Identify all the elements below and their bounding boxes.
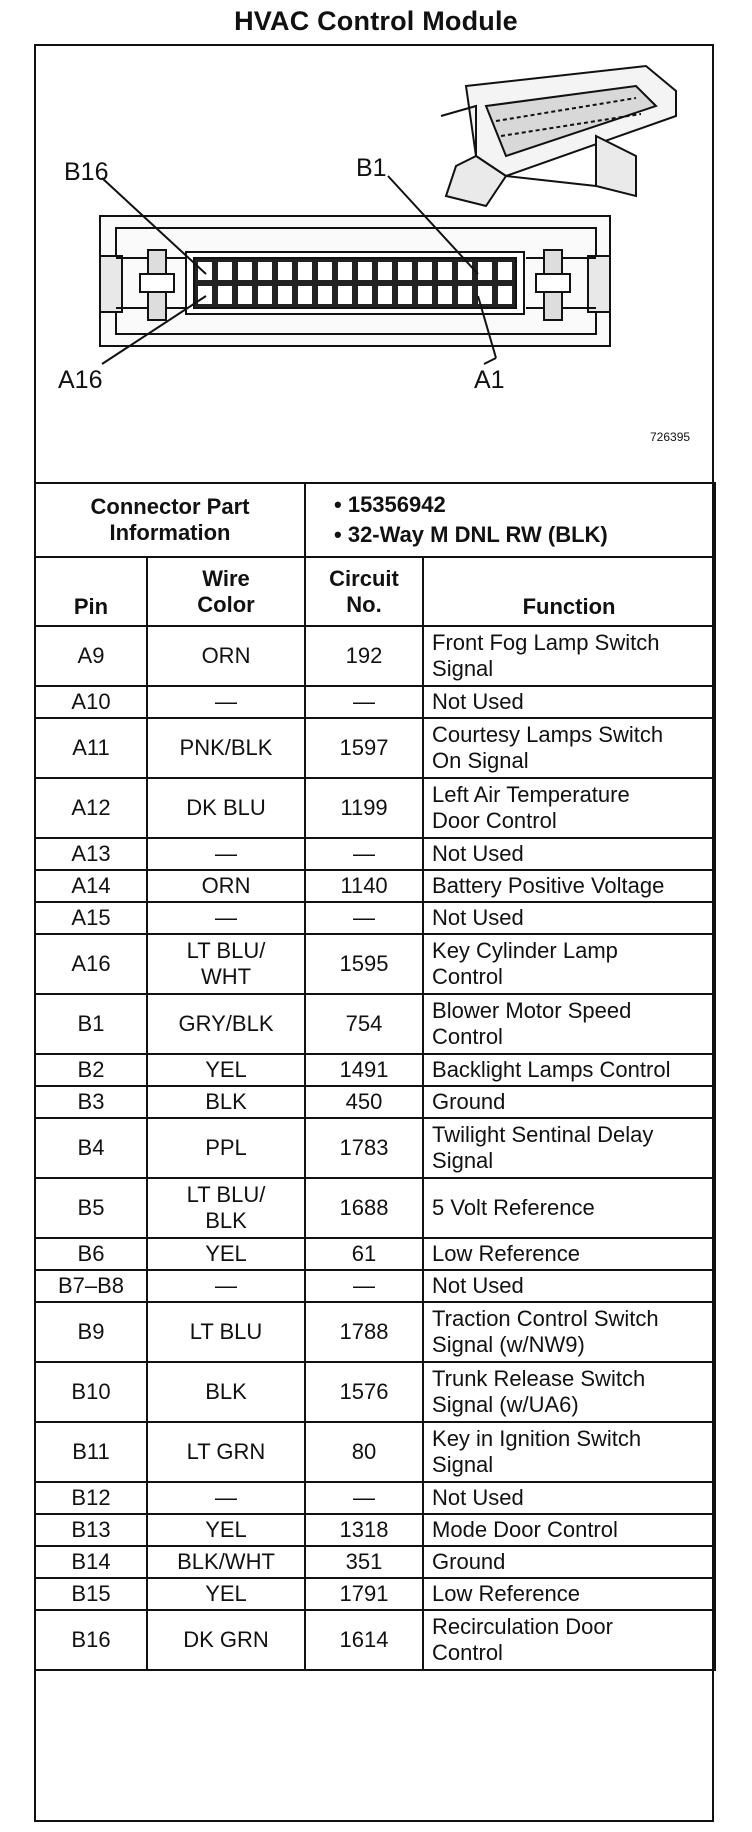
- function-line: Twilight Sentinal Delay: [432, 1122, 654, 1147]
- function-line: Key Cylinder Lamp: [432, 938, 618, 963]
- pin-cavity: [298, 286, 312, 304]
- wire-color-cell: [147, 1178, 305, 1238]
- wire-color-cell: [147, 686, 305, 718]
- pin-cell: B10: [35, 1362, 147, 1422]
- wire-color-line: YEL: [205, 1241, 247, 1266]
- wire-color-line: YEL: [205, 1057, 247, 1082]
- wire-color-line: YEL: [205, 1517, 247, 1542]
- table-row: [35, 626, 715, 686]
- circuit-cell: 1783: [305, 1118, 423, 1178]
- wire-color-line: LT GRN: [186, 1439, 266, 1464]
- table-row: [35, 870, 715, 902]
- function-line: Not Used: [432, 1485, 524, 1510]
- pin-cavity: [438, 286, 452, 304]
- wire-color-cell: [147, 1578, 305, 1610]
- table-row: [35, 1514, 715, 1546]
- table-row: [35, 1610, 715, 1670]
- pin-cavity: [298, 262, 312, 280]
- table-row: [35, 1422, 715, 1482]
- function-cell: [423, 1514, 715, 1546]
- pin-cavity: [478, 262, 492, 280]
- function-line: Door Control: [432, 808, 557, 833]
- wire-color-cell: [147, 1482, 305, 1514]
- pin-cell: B4: [35, 1118, 147, 1178]
- function-line: Control: [432, 964, 503, 989]
- table-row: [35, 1482, 715, 1514]
- circuit-cell: —: [305, 686, 423, 718]
- pin-cavity: [238, 286, 252, 304]
- wire-color-cell: [147, 1514, 305, 1546]
- table-row: [35, 1086, 715, 1118]
- label-b1: B1: [356, 154, 387, 182]
- table-row: [35, 718, 715, 778]
- function-line: Recirculation Door: [432, 1614, 613, 1639]
- function-cell: [423, 902, 715, 934]
- header-wire-line1: Wire: [202, 565, 250, 591]
- table-row: [35, 778, 715, 838]
- function-cell: [423, 626, 715, 686]
- function-cell: [423, 778, 715, 838]
- header-wire-color: [147, 557, 305, 626]
- function-cell: [423, 1422, 715, 1482]
- pin-cavity: [218, 286, 232, 304]
- function-line: Signal (w/NW9): [432, 1332, 585, 1357]
- circuit-cell: 1688: [305, 1178, 423, 1238]
- header-circuit-line1: Circuit: [329, 565, 399, 591]
- label-b16: B16: [64, 158, 109, 186]
- pin-cavity: [458, 286, 472, 304]
- circuit-cell: —: [305, 1270, 423, 1302]
- pin-cell: B2: [35, 1054, 147, 1086]
- pinout-table-wrap: [34, 482, 716, 1671]
- pin-cavity: [258, 286, 272, 304]
- wire-color-line: BLK: [205, 1089, 247, 1114]
- pin-cell: B9: [35, 1302, 147, 1362]
- connector-description: • 32-Way M DNL RW (BLK): [334, 522, 608, 547]
- circuit-cell: 754: [305, 994, 423, 1054]
- wire-color-line: DK GRN: [183, 1627, 269, 1652]
- table-row: [35, 686, 715, 718]
- table-row: [35, 1546, 715, 1578]
- pin-cavity: [498, 262, 512, 280]
- circuit-cell: —: [305, 1482, 423, 1514]
- table-row: [35, 902, 715, 934]
- wire-color-cell: [147, 1422, 305, 1482]
- wire-color-line: YEL: [205, 1581, 247, 1606]
- circuit-cell: 1318: [305, 1514, 423, 1546]
- pin-cell: A14: [35, 870, 147, 902]
- wire-color-cell: [147, 870, 305, 902]
- wire-color-line: —: [215, 1485, 237, 1510]
- header-circuit-no: [305, 557, 423, 626]
- wire-color-cell: [147, 994, 305, 1054]
- function-line: Ground: [432, 1089, 506, 1114]
- pin-cavity: [438, 262, 452, 280]
- pin-cavity: [318, 262, 332, 280]
- circuit-cell: 192: [305, 626, 423, 686]
- wire-color-line: —: [215, 905, 237, 930]
- wire-color-line: —: [215, 1273, 237, 1298]
- wire-color-cell: [147, 1610, 305, 1670]
- pin-cell: B5: [35, 1178, 147, 1238]
- function-line: Blower Motor Speed: [432, 998, 632, 1023]
- circuit-cell: —: [305, 838, 423, 870]
- wire-color-cell: [147, 1546, 305, 1578]
- table-row: [35, 1362, 715, 1422]
- circuit-cell: 80: [305, 1422, 423, 1482]
- function-line: Signal (w/UA6): [432, 1392, 579, 1417]
- connector-drawing: [36, 46, 712, 482]
- function-cell: [423, 686, 715, 718]
- header-wire-line2: Color: [197, 591, 255, 617]
- wire-color-line: PNK/BLK: [179, 735, 273, 760]
- label-a1: A1: [474, 366, 505, 394]
- wire-color-line: LT BLU/: [186, 1182, 266, 1207]
- circuit-cell: 1788: [305, 1302, 423, 1362]
- pin-cavity: [198, 262, 212, 280]
- connector-info-values: [305, 483, 715, 557]
- function-cell: [423, 1578, 715, 1610]
- pin-cell: B14: [35, 1546, 147, 1578]
- table-row: [35, 934, 715, 994]
- connector-info-heading: [35, 483, 305, 557]
- table-header-row: [35, 557, 715, 626]
- pin-cavity: [258, 262, 272, 280]
- wire-color-cell: [147, 718, 305, 778]
- pin-rows: [35, 626, 715, 1670]
- function-line: Low Reference: [432, 1241, 580, 1266]
- figure-number: 726395: [650, 430, 691, 444]
- pin-cavity: [338, 262, 352, 280]
- connector-info-heading-line2: Information: [109, 520, 231, 545]
- pin-cavity: [358, 286, 372, 304]
- wire-color-cell: [147, 934, 305, 994]
- connector-face: [100, 216, 610, 346]
- function-line: Trunk Release Switch: [432, 1366, 646, 1391]
- function-cell: [423, 1238, 715, 1270]
- table-row: [35, 994, 715, 1054]
- wire-color-line: PPL: [205, 1135, 247, 1160]
- function-cell: [423, 1086, 715, 1118]
- wire-color-line: GRY/BLK: [178, 1011, 274, 1036]
- function-line: Traction Control Switch: [432, 1306, 659, 1331]
- wire-color-line: BLK: [205, 1379, 247, 1404]
- pin-cavity: [278, 262, 292, 280]
- function-line: Not Used: [432, 689, 524, 714]
- pin-cavity: [198, 286, 212, 304]
- function-line: Signal: [432, 656, 494, 681]
- circuit-cell: 1595: [305, 934, 423, 994]
- wire-color-line: LT BLU/: [186, 938, 266, 963]
- table-row: [35, 1238, 715, 1270]
- pin-cell: A12: [35, 778, 147, 838]
- function-line: Courtesy Lamps Switch: [432, 722, 664, 747]
- function-line: Not Used: [432, 841, 524, 866]
- function-cell: [423, 1270, 715, 1302]
- function-line: Key in Ignition Switch: [432, 1426, 642, 1451]
- connector-frame: [34, 44, 714, 1822]
- function-line: Ground: [432, 1549, 506, 1574]
- pin-cavity: [218, 262, 232, 280]
- wire-color-line: DK BLU: [186, 795, 266, 820]
- function-cell: [423, 1546, 715, 1578]
- function-line: Backlight Lamps Control: [432, 1057, 671, 1082]
- function-line: Control: [432, 1024, 503, 1049]
- pin-cavity: [338, 286, 352, 304]
- circuit-cell: 1791: [305, 1578, 423, 1610]
- pin-cell: B13: [35, 1514, 147, 1546]
- pin-cell: A11: [35, 718, 147, 778]
- pin-cavity: [418, 262, 432, 280]
- circuit-cell: 1576: [305, 1362, 423, 1422]
- pin-cavity: [378, 286, 392, 304]
- circuit-cell: 450: [305, 1086, 423, 1118]
- circuit-cell: 1491: [305, 1054, 423, 1086]
- pin-cavity: [358, 262, 372, 280]
- pin-cell: A15: [35, 902, 147, 934]
- header-function: Function: [423, 557, 715, 626]
- table-row: [35, 1118, 715, 1178]
- function-line: Signal: [432, 1148, 494, 1173]
- table-row: [35, 1054, 715, 1086]
- function-line: Signal: [432, 1452, 494, 1477]
- function-line: Control: [432, 1640, 503, 1665]
- table-row: [35, 1270, 715, 1302]
- label-a16: A16: [58, 366, 103, 394]
- pin-cavity: [238, 262, 252, 280]
- pin-cavity: [398, 286, 412, 304]
- function-cell: [423, 870, 715, 902]
- function-cell: [423, 838, 715, 870]
- wire-color-cell: [147, 1054, 305, 1086]
- circuit-cell: 1597: [305, 718, 423, 778]
- wire-color-cell: [147, 902, 305, 934]
- connector-3d-sketch: [441, 66, 676, 206]
- function-line: Low Reference: [432, 1581, 580, 1606]
- wire-color-line: WHT: [200, 964, 252, 989]
- function-line: On Signal: [432, 748, 529, 773]
- pin-cell: B1: [35, 994, 147, 1054]
- pin-cell: A9: [35, 626, 147, 686]
- function-cell: [423, 994, 715, 1054]
- pin-cell: B15: [35, 1578, 147, 1610]
- pinout-table: [34, 482, 716, 1671]
- pin-cavity: [398, 262, 412, 280]
- wire-color-line: —: [215, 689, 237, 714]
- pin-cavity: [418, 286, 432, 304]
- pin-cell: A13: [35, 838, 147, 870]
- table-row: [35, 1302, 715, 1362]
- connector-diagram: [36, 46, 712, 482]
- circuit-cell: —: [305, 902, 423, 934]
- wire-color-line: LT BLU: [189, 1319, 263, 1344]
- wire-color-cell: [147, 838, 305, 870]
- pin-cell: B7–B8: [35, 1270, 147, 1302]
- pin-cell: B11: [35, 1422, 147, 1482]
- wire-color-cell: [147, 626, 305, 686]
- function-cell: [423, 1610, 715, 1670]
- function-line: Front Fog Lamp Switch: [432, 630, 660, 655]
- function-line: Not Used: [432, 1273, 524, 1298]
- pin-cavity: [378, 262, 392, 280]
- circuit-cell: 61: [305, 1238, 423, 1270]
- function-line: Battery Positive Voltage: [432, 873, 665, 898]
- pin-cavity: [498, 286, 512, 304]
- function-cell: [423, 934, 715, 994]
- function-line: Not Used: [432, 905, 524, 930]
- page-title: HVAC Control Module: [234, 6, 518, 36]
- wire-color-line: —: [215, 841, 237, 866]
- table-row: [35, 1578, 715, 1610]
- header-pin: Pin: [35, 557, 147, 626]
- header-circuit-line2: No.: [346, 591, 382, 617]
- wire-color-line: BLK: [205, 1208, 247, 1233]
- circuit-cell: 351: [305, 1546, 423, 1578]
- table-row: [35, 838, 715, 870]
- wire-color-cell: [147, 1270, 305, 1302]
- function-cell: [423, 1118, 715, 1178]
- wire-color-cell: [147, 1238, 305, 1270]
- circuit-cell: 1140: [305, 870, 423, 902]
- wire-color-cell: [147, 1086, 305, 1118]
- pin-cell: B6: [35, 1238, 147, 1270]
- function-cell: [423, 1362, 715, 1422]
- pin-cavity: [278, 286, 292, 304]
- wire-color-cell: [147, 1118, 305, 1178]
- function-cell: [423, 1302, 715, 1362]
- circuit-cell: 1614: [305, 1610, 423, 1670]
- function-line: Left Air Temperature: [432, 782, 630, 807]
- table-row: [35, 1178, 715, 1238]
- function-cell: [423, 1482, 715, 1514]
- connector-info-heading-line1: Connector Part: [90, 494, 250, 519]
- wire-color-line: ORN: [201, 873, 251, 898]
- connector-part-number: • 15356942: [334, 492, 446, 517]
- pin-cell: A10: [35, 686, 147, 718]
- function-cell: [423, 1054, 715, 1086]
- pin-cell: B12: [35, 1482, 147, 1514]
- wire-color-cell: [147, 1362, 305, 1422]
- function-line: Mode Door Control: [432, 1517, 618, 1542]
- wire-color-cell: [147, 1302, 305, 1362]
- function-cell: [423, 718, 715, 778]
- pin-cell: B16: [35, 1610, 147, 1670]
- function-cell: [423, 1178, 715, 1238]
- pin-cell: B3: [35, 1086, 147, 1118]
- wire-color-cell: [147, 778, 305, 838]
- wire-color-line: ORN: [201, 643, 251, 668]
- wire-color-line: BLK/WHT: [177, 1549, 275, 1574]
- circuit-cell: 1199: [305, 778, 423, 838]
- function-line: 5 Volt Reference: [432, 1195, 595, 1220]
- pin-cell: A16: [35, 934, 147, 994]
- pin-cavity: [318, 286, 332, 304]
